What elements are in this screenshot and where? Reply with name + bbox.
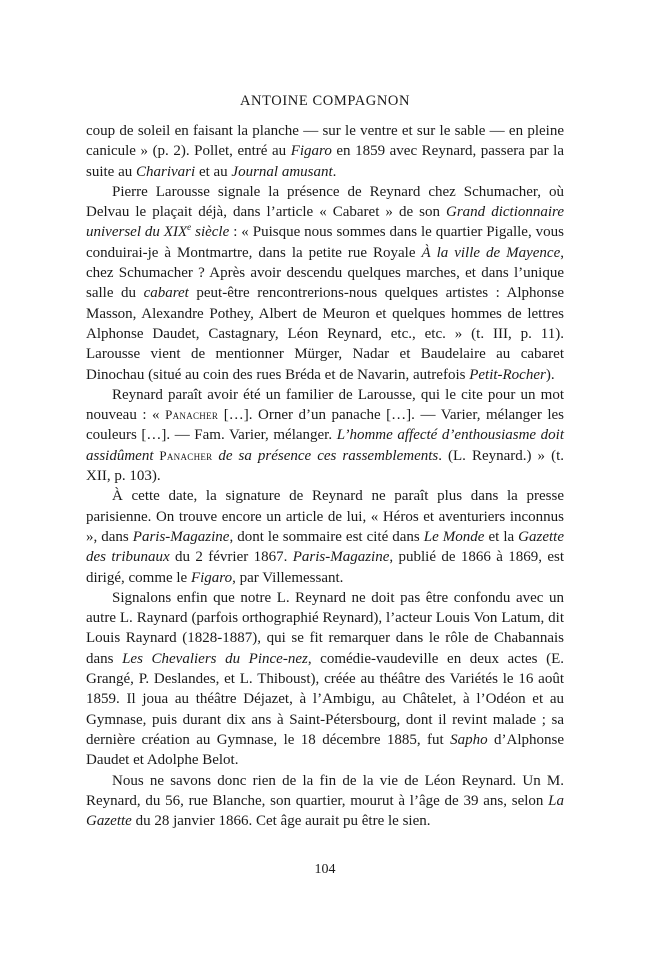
paragraph-5: Signalons enfin que notre L. Reynard ne doit pas être confondu avec un autre L. Raynard (parfois orthographié Reynard), l’acteur Louis Von Latum, dit Louis Raynard (1828-1887), qui se fit remarquer dans le rôle de Chabannais dans Les Chevaliers du Pince-nez, comédie-vaudeville en deux actes (E. Grangé, P. Deslandes, et L. Thiboust), créée au théâtre des Variétés le 16 août 1859. Il joua au théâtre Déjazet, à l’Ambigu, au Châtelet, à l’Odéon et au Gymnase, puis durant dix ans à Saint-Pétersbourg, dont il revint malade ; sa dernière création au Gymnase, le 18 décembre 1885, fut Sapho d’Alphonse Daudet et Adolphe Belot. (86, 589, 565, 769)
running-header: ANTOINE COMPAGNON (239, 93, 411, 109)
book-page (86, 0, 564, 953)
paragraph-1: coup de soleil en faisant la planche — sur le ventre et sur le sable — en pleine canicule » (p. 2). Pollet, entré au Figaro en 1859 avec Reynard, passera par la suite au Charivari et au Journal amusant. (86, 123, 564, 180)
paragraph-3: Reynard paraît avoir été un familier de Larousse, qui le cite pour un mot nouveau : « Panacher […]. Orner d’un panache […]. — Varier, mélanger les couleurs […]. — Fam. Varier, mélanger. L’homme affecté d’enthousiasme doit assidûment Panacher de sa présence ces rassemblements. (L. Reynard.) » (t. XII, p. 103). (86, 386, 565, 485)
book-title: Grand dictionnaire universel du XIXe siècle (86, 204, 564, 241)
paragraph-2: Pierre Larousse signale la présence de Reynard chez Schumacher, où Delvau le plaçait déjà, dans l’article « Cabaret » de son Grand dictionnaire universel du XIXe siècle : « Puisque nous sommes dans le quartier Pigalle, vous conduirai-je à Montmartre, dans la petite rue Royale À la ville de Mayence, chez Schumacher ? Après avoir descendu quelques marches, et dans l’unique salle du cabaret peut-être rencontrerions-nous quelques artistes : Alphonse Masson, Alexandre Pothey, Albert de Meuron et quelques hommes de lettres Alphonse Daudet, Castagnary, Léon Reynard, etc., etc. » (t. III, p. 11). Larousse vient de mentionner Mürger, Nadar et Baudelaire au cabaret Dinochau (situé au coin des rues Bréda et de Navarin, autrefois Petit-Rocher). (86, 183, 564, 383)
paragraph-4: À cette date, la signature de Reynard ne paraît plus dans la presse parisienne. On trouve encore un article de lui, « Héros et aventuriers inconnus », dans Paris-Magazine, dont le sommaire est cité dans Le Monde et la Gazette des tribunaux du 2 février 1867. Paris-Magazine, publié de 1866 à 1869, est dirigé, comme le Figaro, par Villemessant. (86, 488, 564, 586)
body-text (86, 121, 564, 831)
paragraph-6: Nous ne savons donc rien de la fin de la vie de Léon Reynard. Un M. Reynard, du 56, rue Blanche, son quartier, mourut à l’âge de 39 ans, selon La Gazette du 28 janvier 1866. Cet âge aurait pu être le sien. (86, 772, 564, 830)
page-number: 104 (314, 862, 336, 877)
